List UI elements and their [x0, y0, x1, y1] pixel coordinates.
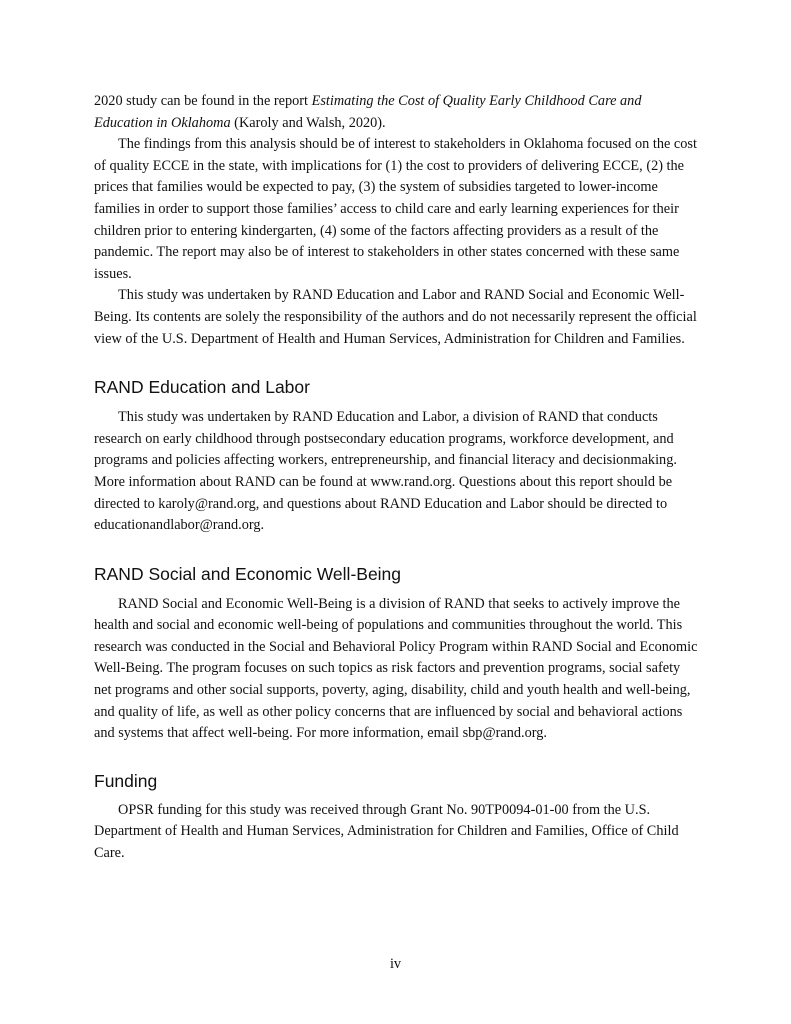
- education-labor-paragraph: This study was undertaken by RAND Education and Labor, a division of RAND that conducts research on early childhood through postsecondary education programs, workforce development, and programs and policies affecting workers, entrepreneurship, and financial literacy and decisionmaking. More information about RAND can be found at www.rand.org. Questions about this report should be directed to karoly@rand.org, and questions about RAND Education and Labor should be directed to educationandlabor@rand.org.: [94, 409, 677, 534]
- intro-paragraph-2: The findings from this analysis should be of interest to stakeholders in Oklahoma focused on the cost of quality ECCE in the state, with implications for (1) the cost to providers of delivering ECCE, (2) the prices that families would be expected to pay, (3) the system of subsidies targeted to lower-income families in order to support those families’ access to child care and early learning experiences for their children prior to entering kindergarten, (4) some of the factors affecting providers as a result of the pandemic. The report may also be of interest to stakeholders in other states concerned with these same issues.: [94, 136, 697, 282]
- page-number: iv: [389, 956, 402, 972]
- intro-text-end: (Karoly and Walsh, 2020).: [230, 114, 386, 131]
- social-economic-paragraph: RAND Social and Economic Well-Being is a division of RAND that seeks to actively improve the health and social and economic well-being of populations and communities throughout the world. This research was conducted in the Social and Behavioral Policy Program within RAND Social and Economic Well-Being. The program focuses on such topics as risk factors and prevention programs, social safety net programs and other social supports, poverty, aging, disability, child and youth health and well-being, and quality of life, as well as other policy concerns that are influenced by social and behavioral actions and systems that affect well-being. For more information, email sbp@rand.org.: [94, 595, 698, 742]
- funding-heading: Funding: [94, 770, 158, 791]
- document-page: [94, 91, 700, 865]
- education-labor-heading: RAND Education and Labor: [94, 377, 310, 398]
- funding-paragraph: OPSR funding for this study was received through Grant No. 90TP0094-01-00 from the U.S. Department of Health and Human Services, Administration for Children and Families, Office of Child Care.: [94, 801, 679, 862]
- intro-text-start: 2020 study can be found in the report: [94, 93, 312, 109]
- intro-paragraph-1: [94, 91, 700, 134]
- report-title: Estimating the Cost of Quality Early Childhood Care and Education in Oklahoma: [94, 93, 642, 131]
- social-economic-heading: RAND Social and Economic Well-Being: [94, 563, 402, 584]
- intro-paragraph-3: This study was undertaken by RAND Education and Labor and RAND Social and Economic Well-Being. Its contents are solely the responsibility of the authors and do not necessarily represent the official view of the U.S. Department of Health and Human Services, Administration for Children and Families.: [94, 287, 697, 347]
